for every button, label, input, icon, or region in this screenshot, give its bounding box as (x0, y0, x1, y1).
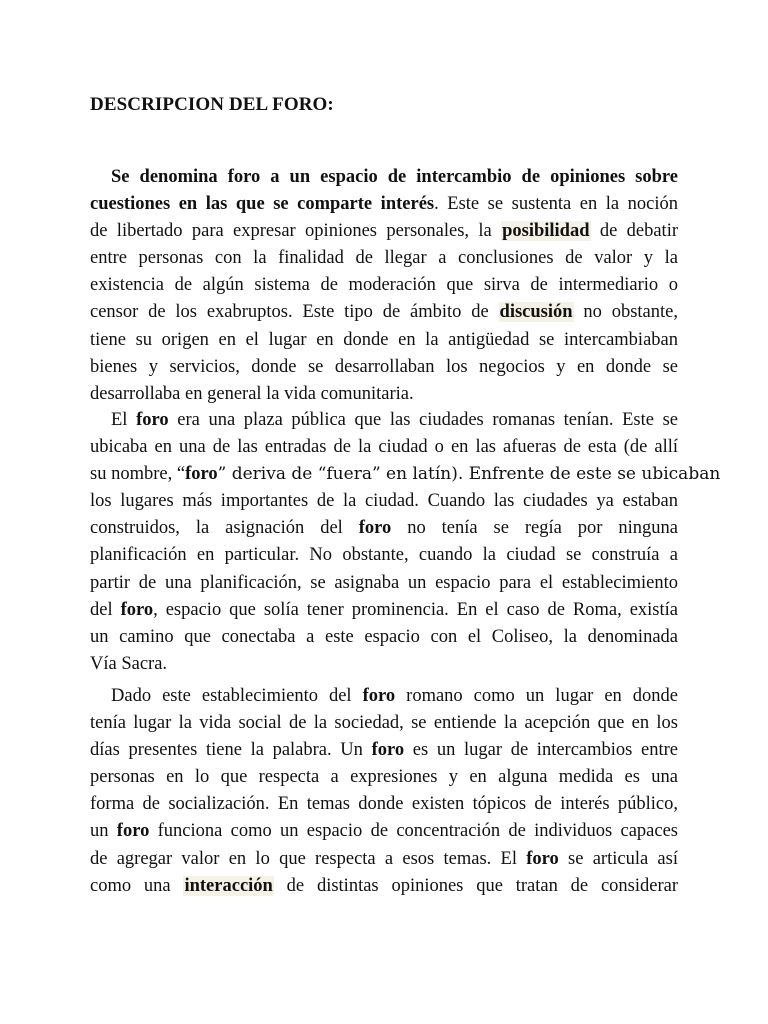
paragraph-line: partir de una planificación, se asignaba un espacio para el establecimiento (90, 572, 678, 593)
paragraph-line: planificación en particular. No obstante, cuando la ciudad se construía a (90, 545, 678, 566)
text-run: . Este se sustenta en la noción (434, 194, 678, 215)
text-run: era una plaza pública que las ciudades romanas tenían. Este se (168, 410, 679, 430)
paragraph-line: entre personas con la finalidad de llegar a conclusiones de valor y la (90, 248, 678, 269)
paragraph-line: desarrollaba en general la vida comunitaria. (90, 383, 414, 404)
bold-term-foro: foro (526, 848, 559, 869)
text-run: de debatir (590, 221, 679, 242)
bold-term-foro: foro (362, 686, 396, 706)
paragraph-line: tiene su origen en el lugar en donde en la antigüedad se intercambiaban (90, 329, 678, 350)
paragraph-line (90, 683, 678, 710)
text-run: romano como un lugar en donde (395, 686, 679, 706)
text-run: no obstante, (573, 302, 678, 323)
paragraph-line (90, 407, 678, 434)
text-run: se articula así (558, 848, 678, 869)
text-run: funciona como un espacio de concentración de individuos capaces (149, 821, 679, 842)
paragraph-line: ubicaba en una de las entradas de la ciudad o en las afueras de esta (de allí (90, 437, 678, 458)
document-title: DESCRIPCION DEL FORO: (90, 94, 334, 115)
paragraph-line (90, 737, 678, 764)
paragraph-line (90, 191, 678, 218)
paragraph-line: un camino que conectaba a este espacio con el Coliseo, la denominada (90, 626, 678, 647)
text-run: su nombre, “ (90, 464, 186, 485)
paragraph-3 (90, 683, 678, 900)
text-run: es un lugar de intercambios entre (404, 740, 678, 761)
paragraph-line: Vía Sacra. (90, 653, 168, 674)
highlighted-term-interaccion[interactable]: interacción (184, 875, 273, 896)
paragraph-line: existencia de algún sistema de moderación que sirva de intermediario o (90, 275, 678, 296)
text-run: Dado este establecimiento del (111, 686, 363, 706)
text-run: no tenía se regía por ninguna (391, 518, 678, 539)
paragraph-line: los lugares más importantes de la ciudad. Cuando las ciudades ya estaban (90, 491, 678, 512)
bold-term-foro: foro (371, 740, 405, 761)
paragraph-line: bienes y servicios, donde se desarrollaban los negocios y en donde se (90, 356, 678, 377)
text-run-alt-font: ” deriva de “fuera” en latín). Enfrente de este se ubicaban (217, 464, 721, 485)
bold-text: Se denomina foro a un espacio de intercambio de opiniones sobre (111, 167, 678, 187)
text-run: de agregar valor en lo que respecta a esos temas. El (90, 848, 527, 869)
paragraph-line (90, 164, 678, 191)
text-run: un (90, 821, 117, 842)
text-run: del (90, 599, 121, 620)
paragraph-line: forma de socialización. En temas donde existen tópicos de interés público, (90, 794, 678, 815)
text-run: El (111, 410, 137, 430)
paragraph-line (90, 299, 678, 326)
text-run: días presentes tiene la palabra. Un (90, 740, 372, 761)
paragraph-2 (90, 407, 721, 678)
paragraph-line (90, 218, 678, 245)
bold-text: cuestiones en las que se comparte interés (90, 194, 435, 215)
bold-term-foro: foro (136, 410, 169, 430)
paragraph-line (90, 846, 678, 873)
text-run: de libertado para expresar opiniones personales, la (90, 221, 502, 242)
paragraph-line: tenía lugar la vida social de la sociedad, se entiende la acepción que en los (90, 713, 678, 734)
text-run: , espacio que solía tener prominencia. En el caso de Roma, existía (153, 599, 678, 620)
text-run: como una (90, 875, 184, 896)
paragraph-line (90, 461, 721, 488)
paragraph-line (90, 818, 678, 845)
bold-term-foro: foro (116, 821, 150, 842)
paragraph-line (90, 515, 678, 542)
bold-term-foro: foro (358, 518, 392, 539)
highlighted-term-discusion[interactable]: discusión (499, 302, 573, 323)
paragraph-1 (90, 164, 678, 408)
paragraph-line (90, 873, 678, 900)
paragraph-line: personas en lo que respecta a expresiones y en alguna medida es una (90, 767, 678, 788)
paragraph-line (90, 597, 678, 624)
text-run: censor de los exabruptos. Este tipo de ámbito de (90, 302, 499, 323)
text-run: de distintas opiniones que tratan de considerar (273, 875, 679, 896)
bold-term-foro: foro (185, 464, 218, 485)
highlighted-term-posibilidad[interactable]: posibilidad (502, 221, 590, 242)
text-run: construidos, la asignación del (90, 518, 359, 539)
bold-term-foro: foro (120, 599, 154, 620)
